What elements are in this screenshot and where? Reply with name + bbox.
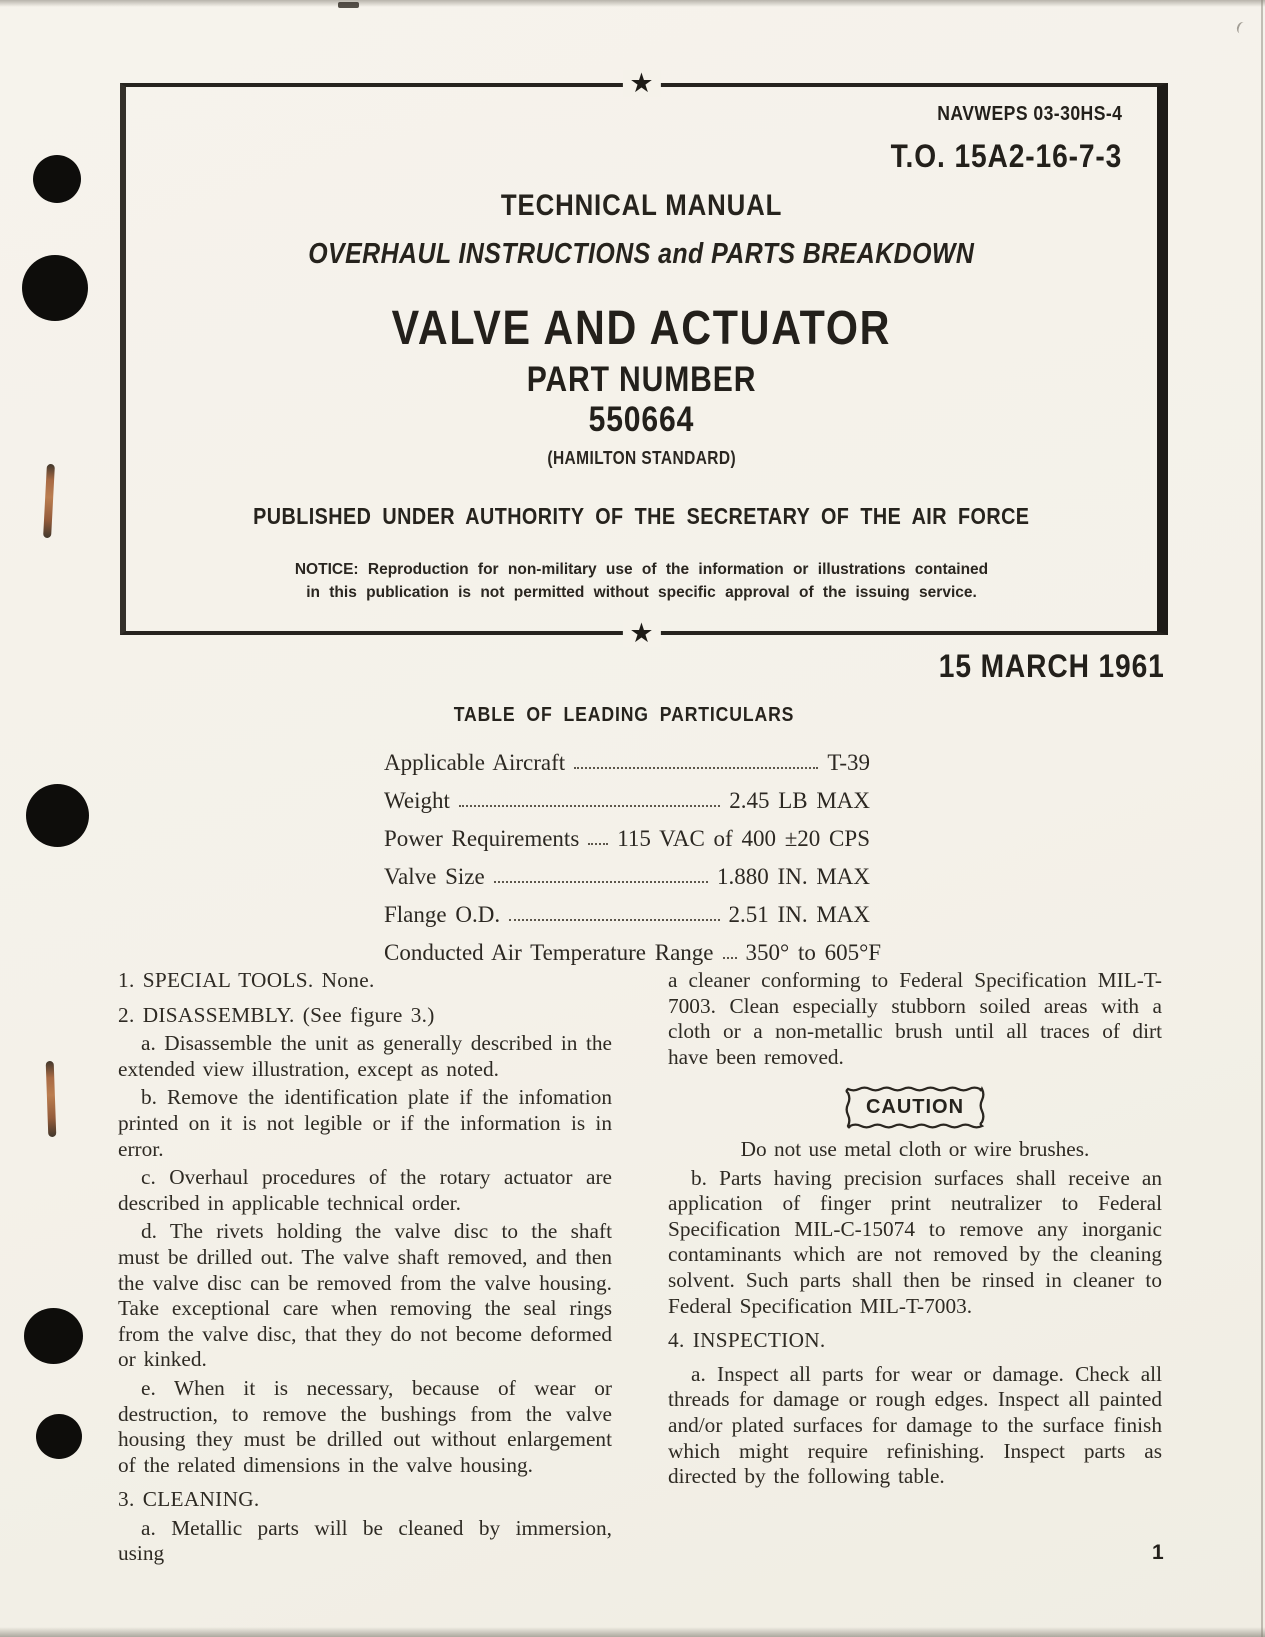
navweps-number: NAVWEPS 03-30HS-4 bbox=[936, 103, 1122, 125]
notice-line-2: in this publication is not permitted without specific approval of the issuing service. bbox=[306, 584, 977, 601]
caution-text: Do not use metal cloth or wire brushes. bbox=[740, 1136, 1090, 1161]
paragraph-3b: b. Parts having precision surfaces shall receive an application of finger print neutralizer to Federal Specification MIL-C-15074 to remove any inorganic contaminants which are not removed by the cleaning solvent. Such parts shall then be rinsed in cleaner to Federal Specification MIL-T-7003. bbox=[668, 1165, 1162, 1318]
table-row bbox=[378, 738, 870, 776]
table-row bbox=[378, 928, 882, 966]
row-value: 1.880 IN. MAX bbox=[717, 864, 870, 889]
authority-line: PUBLISHED UNDER AUTHORITY OF THE SECRETARY OF THE AIR FORCE bbox=[253, 503, 1030, 529]
section-heading-inspection: 4. INSPECTION. bbox=[668, 1328, 826, 1353]
body-column-left bbox=[118, 968, 612, 1567]
section-heading-disassembly: 2. DISASSEMBLY. (See figure 3.) bbox=[118, 1002, 435, 1027]
notice-line-1: NOTICE: Reproduction for non-military use of the information or illustrations contained bbox=[294, 561, 989, 578]
scan-artifact-smudge bbox=[1235, 21, 1249, 36]
document-type: TECHNICAL MANUAL bbox=[500, 189, 783, 222]
row-value: 2.51 IN. MAX bbox=[728, 902, 870, 927]
row-value: 2.45 LB MAX bbox=[729, 788, 870, 813]
punch-hole bbox=[24, 1308, 83, 1364]
section-heading-special-tools: 1. SPECIAL TOOLS. None. bbox=[118, 968, 375, 992]
staple-mark bbox=[46, 1061, 57, 1137]
dot-leader bbox=[509, 919, 719, 921]
table-row bbox=[378, 814, 870, 852]
section-heading-cleaning: 3. CLEANING. bbox=[118, 1487, 260, 1512]
table-row bbox=[378, 776, 870, 814]
scan-artifact-dash bbox=[338, 2, 359, 8]
reproduction-notice bbox=[126, 558, 1157, 604]
body-column-right bbox=[668, 968, 1162, 1490]
row-label: Flange O.D. bbox=[384, 902, 501, 927]
table-row bbox=[378, 890, 870, 928]
leading-particulars-table bbox=[378, 703, 882, 966]
manufacturer: (HAMILTON STANDARD) bbox=[547, 448, 736, 468]
dot-leader bbox=[723, 957, 737, 959]
dot-leader bbox=[574, 767, 818, 769]
row-label: Weight bbox=[384, 788, 450, 813]
title-block-border bbox=[120, 68, 1168, 649]
star-icon: ★ bbox=[622, 70, 660, 97]
paragraph-2e: e. When it is necessary, because of wear or destruction, to remove the bushings from the valve housing they must be drilled out without enlargement of the related dimensions in the valve housing. bbox=[118, 1375, 612, 1477]
caution-box bbox=[844, 1085, 986, 1130]
row-value: 350° to 605°F bbox=[745, 940, 882, 965]
paragraph-3a: a. Metallic parts will be cleaned by immersion, using bbox=[118, 1515, 612, 1566]
scan-edge-right bbox=[1261, 0, 1263, 1637]
publication-date: 15 MARCH 1961 bbox=[939, 648, 1165, 684]
technical-order-number: T.O. 15A2-16-7-3 bbox=[890, 138, 1122, 174]
row-label: Applicable Aircraft bbox=[384, 750, 566, 775]
scan-edge-top bbox=[0, 0, 1265, 7]
paragraph-2b: b. Remove the identification plate if the infomation printed on it is not legible or if the information is in error. bbox=[118, 1085, 612, 1161]
punch-hole bbox=[22, 255, 88, 321]
page-title: VALVE AND ACTUATOR bbox=[391, 302, 892, 355]
paragraph-2c: c. Overhaul procedures of the rotary actuator are described in applicable technical order. bbox=[118, 1165, 612, 1215]
paragraph-2a: a. Disassemble the unit as generally described in the extended view illustration, except as noted. bbox=[118, 1031, 612, 1081]
scan-edge-bottom bbox=[0, 1627, 1265, 1637]
part-number: 550664 bbox=[588, 400, 695, 439]
dot-leader bbox=[459, 805, 720, 807]
punch-hole bbox=[26, 784, 89, 847]
punch-hole bbox=[33, 155, 81, 203]
dot-leader bbox=[588, 843, 608, 845]
paragraph-3a-continued: a cleaner conforming to Federal Specification MIL-T-7003. Clean especially stubborn soiled areas with a cloth or a non-metallic brush until all traces of dirt have been removed. bbox=[668, 968, 1162, 1069]
star-icon: ★ bbox=[622, 620, 660, 647]
table-heading: TABLE OF LEADING PARTICULARS bbox=[453, 703, 795, 726]
document-subtitle: OVERHAUL INSTRUCTIONS and PARTS BREAKDOWN bbox=[308, 238, 975, 270]
dot-leader bbox=[494, 881, 708, 883]
row-label: Valve Size bbox=[384, 864, 485, 889]
table-row bbox=[378, 852, 870, 890]
paragraph-4a: a. Inspect all parts for wear or damage. Check all threads for damage or rough edges. Inspect all painted and/or plated surfaces for damage to the surface finish which might require refinishing. Inspect parts as directed by the following table. bbox=[668, 1361, 1162, 1489]
caution-label: CAUTION bbox=[865, 1096, 965, 1119]
row-value: 115 VAC of 400 ±20 CPS bbox=[617, 826, 870, 851]
row-value: T-39 bbox=[827, 750, 870, 775]
page-number: 1 bbox=[1152, 1541, 1164, 1564]
punch-hole bbox=[36, 1414, 82, 1459]
staple-mark bbox=[43, 464, 55, 538]
paragraph-2d: d. The rivets holding the valve disc to the shaft must be drilled out. The valve shaft removed, and then the valve disc can be removed from the valve housing. Take exceptional care when removing the seal rings from the valve disc, that they do not become deformed or kinked. bbox=[118, 1219, 612, 1372]
row-label: Power Requirements bbox=[384, 826, 580, 851]
caution-block bbox=[668, 1085, 1162, 1162]
row-label: Conducted Air Temperature Range bbox=[384, 940, 714, 965]
part-number-label: PART NUMBER bbox=[526, 360, 757, 399]
